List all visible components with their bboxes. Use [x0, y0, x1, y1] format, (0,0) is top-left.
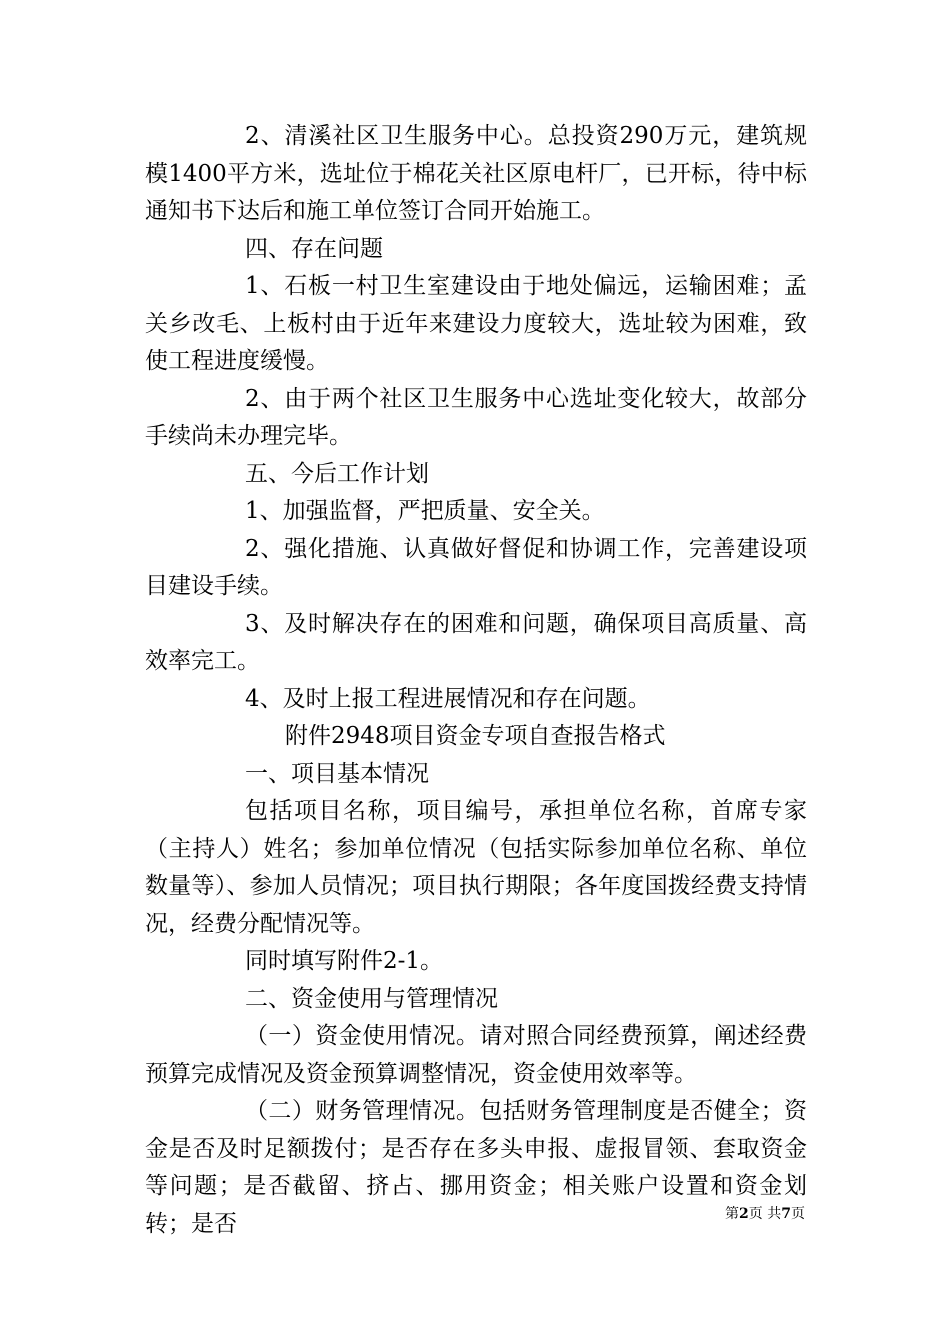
- paragraph: 2、强化措施、认真做好督促和协调工作，完善建设项目建设手续。: [145, 535, 807, 599]
- section-heading: 五、今后工作计划: [245, 460, 429, 487]
- section-heading: 二、资金使用与管理情况: [245, 985, 498, 1012]
- paragraph: 包括项目名称，项目编号，承担单位名称，首席专家（主持人）姓名；参加单位情况（包括实际参加单位名称、单位数量等）、参加人员情况；项目执行期限；各年度国拨经费支持情况，经费分配情况等。: [145, 798, 807, 937]
- paragraph: 4、及时上报工程进展情况和存在问题。: [245, 685, 651, 712]
- total-page-number: 7: [781, 1206, 791, 1222]
- page-number-footer: [725, 1204, 805, 1224]
- attachment-title: 附件2948项目资金专项自查报告格式: [285, 723, 666, 749]
- paragraph: 2、由于两个社区卫生服务中心选址变化较大，故部分手续尚未办理完毕。: [145, 385, 807, 449]
- document-body: [145, 118, 807, 1243]
- paragraph: 1、加强监督，严把质量、安全关。: [245, 498, 605, 524]
- footer-suffix: 页: [791, 1206, 805, 1222]
- paragraph: （二）财务管理情况。包括财务管理制度是否健全；资金是否及时足额拨付；是否存在多头申报、虚报冒领、套取资金等问题；是否截留、挤占、挪用资金；相关账户设置和资金划转；是否: [145, 1098, 807, 1237]
- paragraph: 3、及时解决存在的困难和问题，确保项目高质量、高效率完工。: [145, 610, 807, 674]
- footer-middle: 页 共: [748, 1206, 782, 1222]
- section-heading: 一、项目基本情况: [245, 760, 429, 787]
- paragraph: 2、清溪社区卫生服务中心。总投资290万元，建筑规模1400平方米，选址位于棉花关社区原电杆厂，已开标，待中标通知书下达后和施工单位签订合同开始施工。: [145, 123, 807, 224]
- section-heading: 四、存在问题: [245, 235, 383, 262]
- paragraph: 1、石板一村卫生室建设由于地处偏远，运输困难；孟关乡改毛、上板村由于近年来建设力度较大，选址较为困难，致使工程进度缓慢。: [145, 273, 807, 374]
- paragraph: （一）资金使用情况。请对照合同经费预算，阐述经费预算完成情况及资金预算调整情况，资金使用效率等。: [145, 1023, 807, 1087]
- current-page-number: 2: [739, 1206, 749, 1222]
- footer-prefix: 第: [725, 1206, 740, 1222]
- paragraph: 同时填写附件2-1。: [245, 948, 444, 974]
